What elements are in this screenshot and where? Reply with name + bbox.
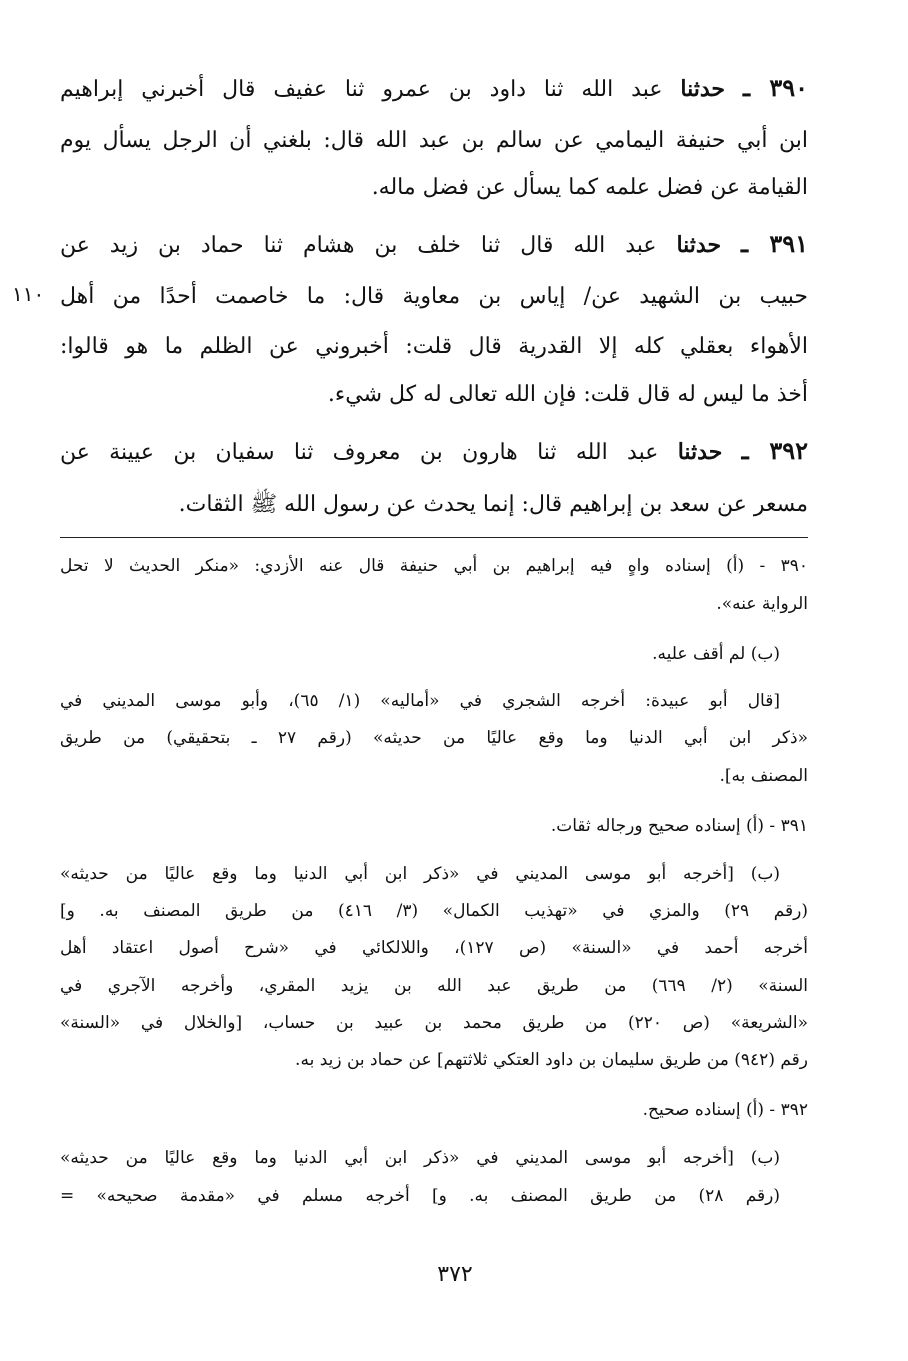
hadith-392-line-2: مسعر عن سعد بن إبراهيم قال: إنما يحدث عن رسول الله ﷺ الثقات. [178, 492, 808, 517]
hadith-lead-word: حدثنا [677, 439, 723, 465]
hadith-391-line-3: الأهواء بعقلي كله إلا القدرية قال قلت: أخبروني عن الظلم ما هو قالوا: [60, 334, 808, 359]
hadith-text: عبد الله ثنا هارون بن معروف ثنا سفيان بن عيينة عن [60, 440, 659, 465]
footnote-391-b: (ب) [أخرجه أبو موسى المديني في «ذكر ابن أبي الدنيا وما وقع عاليًا من حديثه» [60, 864, 780, 884]
footnote-390-line: الرواية عنه». [716, 594, 808, 614]
footnote-390-b: (ب) لم أقف عليه. [652, 644, 780, 664]
footnote-391-b: (رقم ٢٩) والمزي في «تهذيب الكمال» (٣/ ٤١٦) من طريق المصنف به. و] [60, 901, 808, 921]
hadith-text: عبد الله ثنا داود بن عمرو ثنا عفيف قال أخبرني إبراهيم [60, 77, 663, 102]
footnote-390-note: المصنف به]. [719, 766, 808, 786]
hadith-390-line-2: ابن أبي حنيفة اليمامي عن سالم بن عبد الله قال: بلغني أن الرجل يسأل يوم [60, 128, 808, 153]
footnote-390-note: [قال أبو عبيدة: أخرجه الشجري في «أماليه» (١/ ٦٥)، وأبو موسى المديني في [60, 691, 780, 711]
hadith-390-line-1 [60, 63, 808, 113]
footnote-392-b: (رقم ٢٨) من طريق المصنف به. و] أخرجه مسلم في «مقدمة صحيحه» = [60, 1186, 780, 1206]
footnote-391-a: ٣٩١ - (أ) إسناده صحيح ورجاله ثقات. [550, 816, 808, 836]
hadith-391-line-2: حبيب بن الشهيد عن/ إياس بن معاوية قال: ما خاصمت أحدًا من أهل [60, 284, 808, 309]
footnote-390-line: ٣٩٠ - (أ) إسناده واهٍ فيه إبراهيم بن أبي حنيفة قال عنه الأزدي: «منكر الحديث لا تحل [60, 556, 808, 576]
hadith-lead-word: حدثنا [676, 232, 722, 258]
hadith-391-line-1 [60, 219, 808, 269]
hadith-text: عبد الله قال ثنا خلف بن هشام ثنا حماد بن زيد عن [60, 233, 657, 258]
page-number: ٣٧٢ [437, 1262, 473, 1287]
footnote-391-b: رقم (٩٤٢) من طريق سليمان بن داود العتكي ثلاثتهم] عن حماد بن زيد به. [295, 1050, 808, 1070]
hadith-lead-word: حدثنا [680, 76, 726, 102]
footnote-391-b: أخرجه أحمد في «السنة» (ص ١٢٧)، واللالكائي في «شرح أصول اعتقاد أهل [60, 938, 808, 958]
footnote-390-note: «ذكر ابن أبي الدنيا وما وقع عاليًا من حديثه» (رقم ٢٧ ـ بتحقيقي) من طريق [60, 728, 808, 748]
footnote-divider [60, 537, 808, 538]
footnote-391-b: السنة» (٢/ ٦٦٩) من طريق عبد الله بن يزيد المقري، وأخرجه الآجري في [60, 976, 808, 996]
footnote-392-b: (ب) [أخرجه أبو موسى المديني في «ذكر ابن أبي الدنيا وما وقع عاليًا من حديثه» [60, 1148, 780, 1168]
hadith-number: ٣٩١ ـ [741, 229, 808, 258]
footnote-391-b: «الشريعة» (ص ٢٢٠) من طريق محمد بن عبيد بن حساب، [والخلال في «السنة» [60, 1013, 808, 1033]
footnote-392-a: ٣٩٢ - (أ) إسناده صحيح. [642, 1100, 808, 1120]
hadith-392-line-1 [60, 426, 808, 476]
hadith-number: ٣٩٠ ـ [742, 73, 808, 102]
margin-page-reference: ١١٠ [12, 282, 45, 306]
hadith-391-line-4: أخذ ما ليس له قال قلت: فإن الله تعالى له كل شيء. [327, 382, 808, 407]
hadith-390-line-3: القيامة عن فضل علمه كما يسأل عن فضل ماله. [371, 175, 808, 200]
hadith-number: ٣٩٢ ـ [741, 436, 808, 465]
